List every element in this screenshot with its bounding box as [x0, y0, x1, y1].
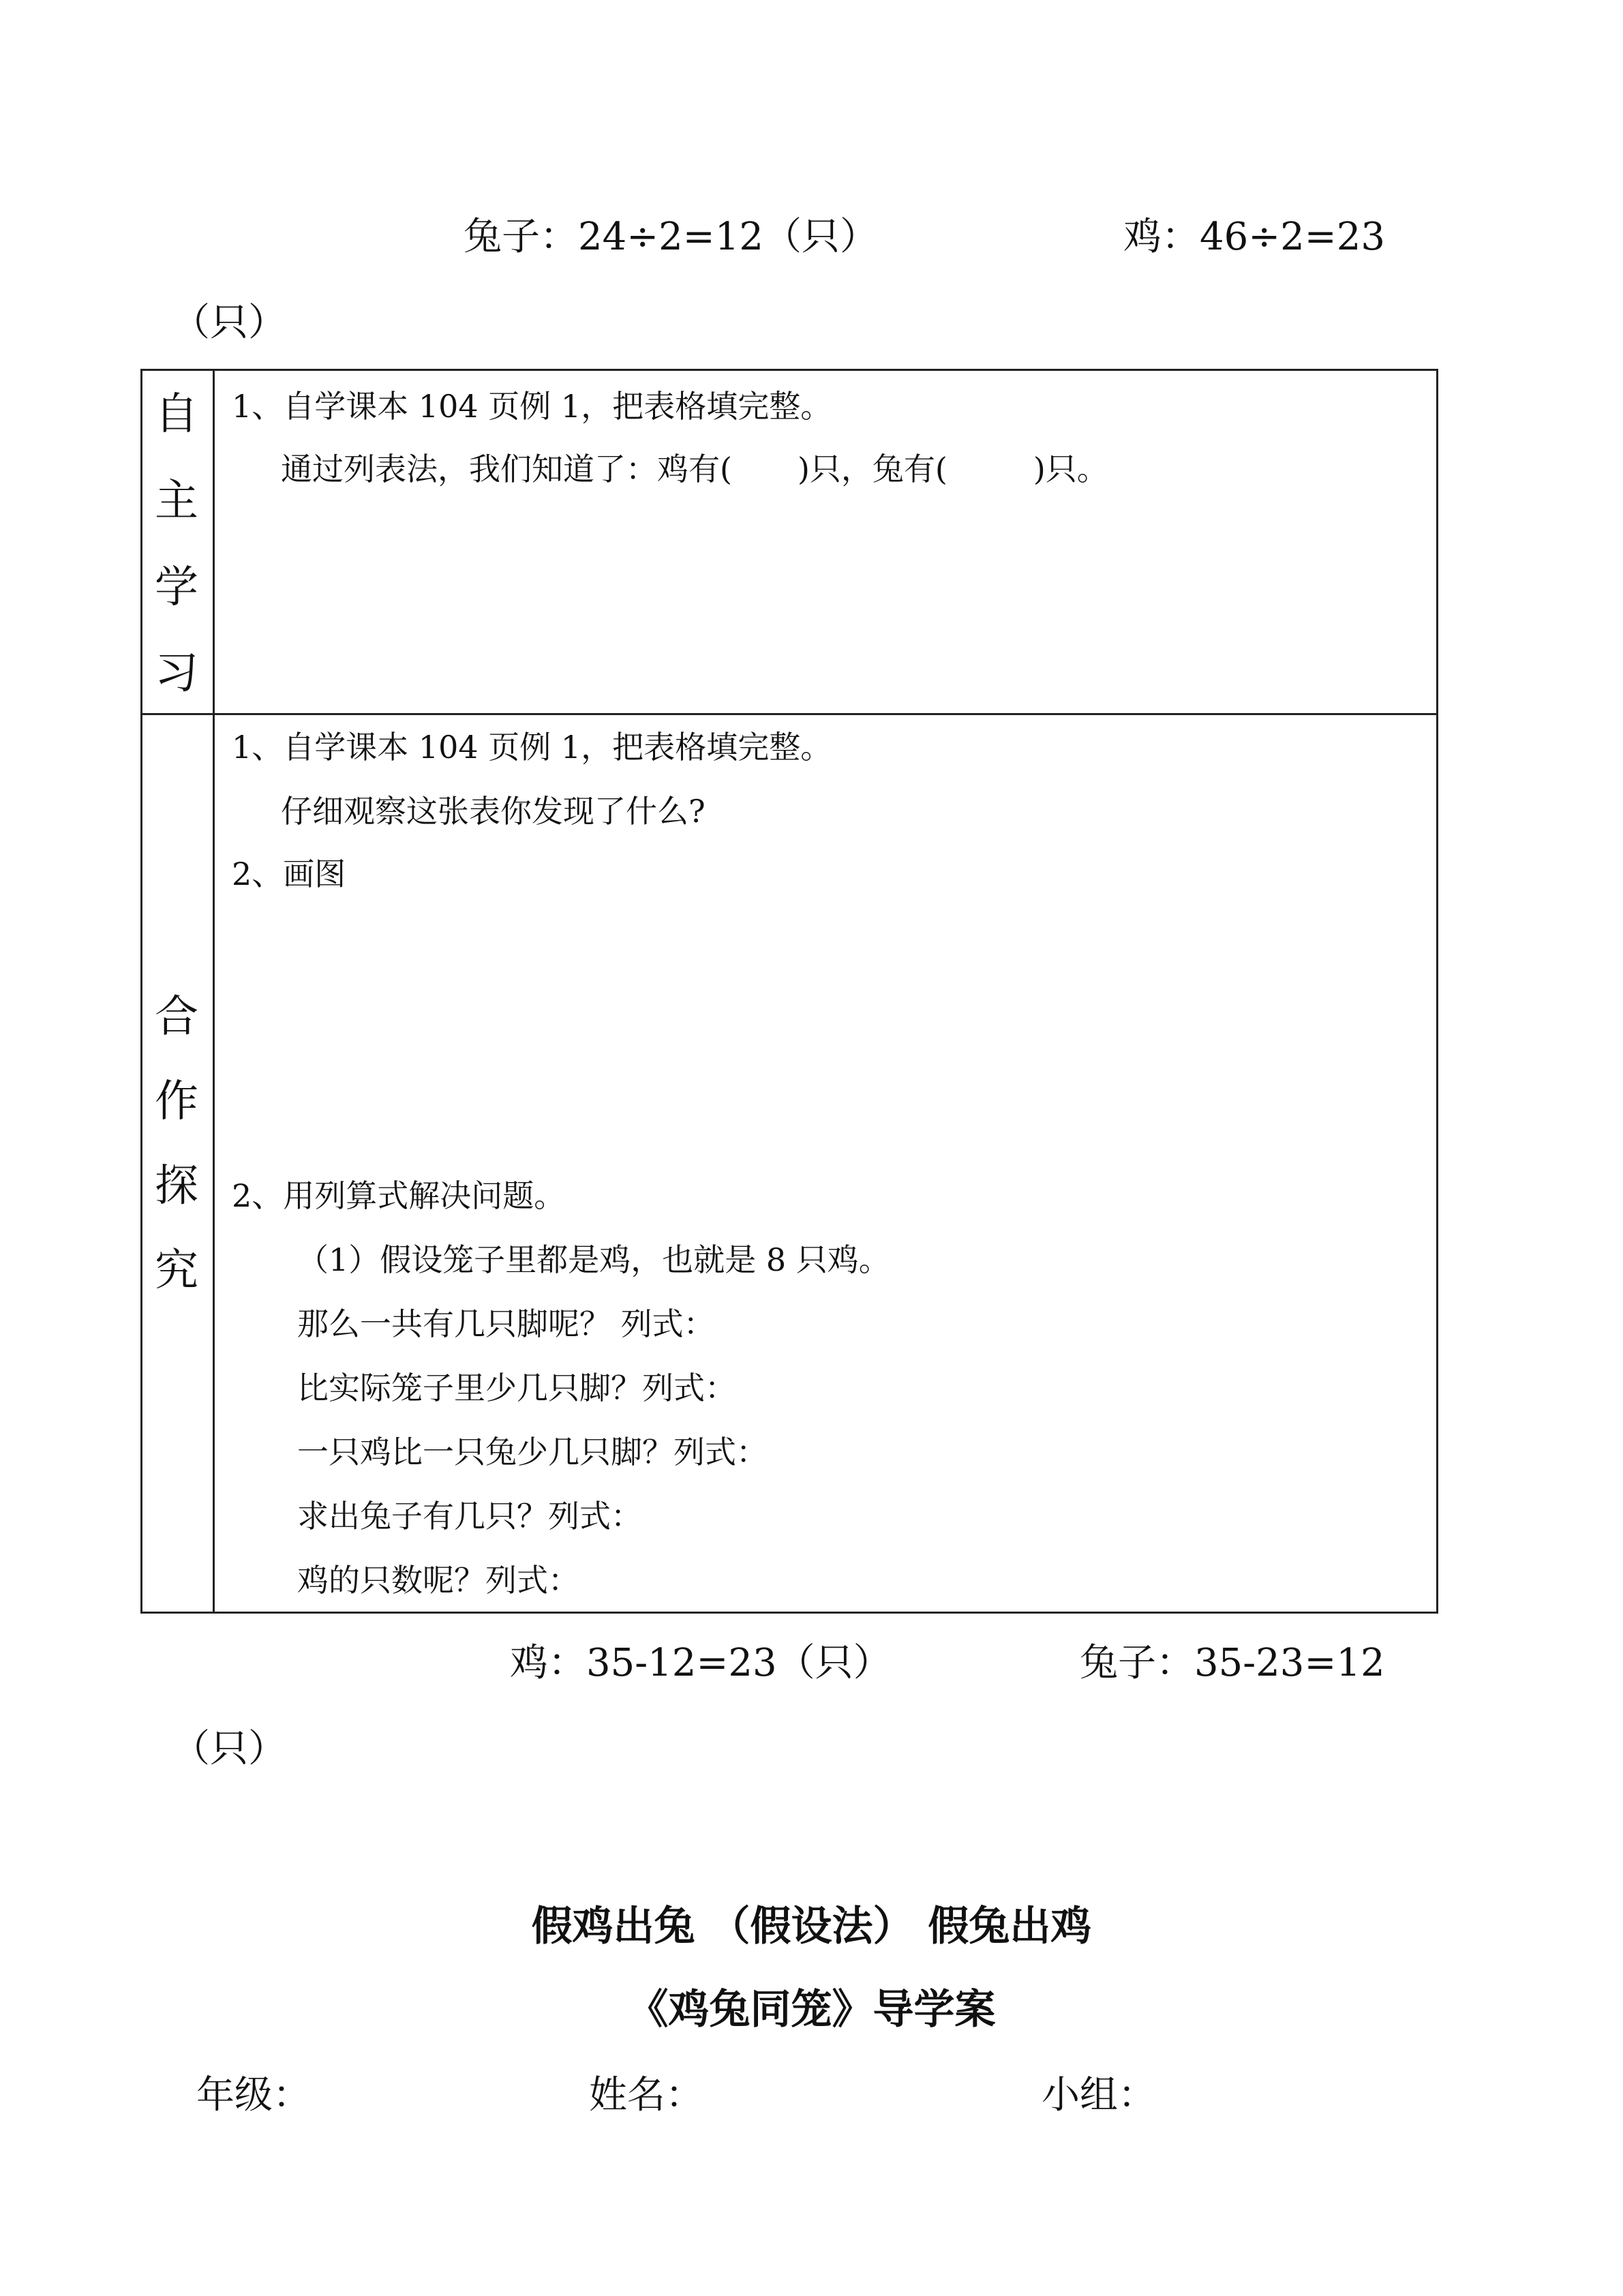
page-heading-2: 《鸡兔同笼》导学案: [627, 1986, 996, 2034]
section2-line: 2、用列算式解决问题。: [232, 1177, 566, 1214]
unit-wrap-top: （只）: [172, 301, 286, 345]
section1-label-char: 习: [155, 648, 198, 699]
chicken-equation-bottom: 鸡：35-12=23（只）: [510, 1641, 892, 1685]
fill-text: 通过列表法，我们知道了：鸡有(: [281, 451, 732, 487]
page-heading-1: 假鸡出兔 （假设法） 假兔出鸡: [531, 1903, 1092, 1950]
section1-label-char: 学: [155, 562, 198, 613]
unit-wrap-bottom: （只）: [172, 1727, 286, 1771]
section2-label-char: 作: [155, 1076, 198, 1127]
section2-line: 一只鸡比一只兔少几只脚？列式：: [297, 1434, 768, 1470]
section2-label-char: 探: [155, 1161, 198, 1211]
rabbit-equation-top: 兔子：24÷2=12（只）: [464, 215, 878, 259]
section2-label-char: 究: [155, 1245, 198, 1296]
section1-label-char: 自: [155, 389, 198, 440]
table-row-divider: [140, 713, 1438, 715]
section2-line: 鸡的只数呢？列式：: [297, 1562, 579, 1599]
grade-label: 年级：: [196, 2073, 311, 2117]
group-label: 小组：: [1042, 2073, 1156, 2117]
section2-label-char: 合: [155, 992, 198, 1042]
rabbit-equation-bottom: 兔子：35-23=12: [1080, 1641, 1385, 1685]
section2-line: 2、画图: [232, 856, 346, 892]
section2-line: 那么一共有几只脚呢？ 列式：: [297, 1305, 715, 1342]
fill-text: )只。: [1033, 451, 1108, 487]
section1-fill-line: [281, 449, 1108, 489]
section2-line: 比实际笼子里少几只脚？列式：: [297, 1370, 736, 1406]
section2-line: 仔细观察这张表你发现了什么?: [281, 793, 706, 830]
section1-label-char: 主: [155, 476, 198, 526]
section2-line: （1）假设笼子里都是鸡，也就是 8 只鸡。: [297, 1241, 890, 1278]
section2-line: 求出兔子有几只？列式：: [297, 1498, 642, 1535]
section2-line: 1、自学课本 104 页例 1，把表格填完整。: [232, 729, 832, 766]
table-column-divider: [213, 369, 215, 1614]
section1-line: 1、自学课本 104 页例 1，把表格填完整。: [232, 388, 832, 425]
name-label: 姓名：: [589, 2073, 703, 2117]
chicken-equation-top: 鸡：46÷2=23: [1123, 215, 1385, 259]
study-table: [140, 369, 1438, 1614]
fill-text: )只，兔有(: [797, 451, 947, 487]
